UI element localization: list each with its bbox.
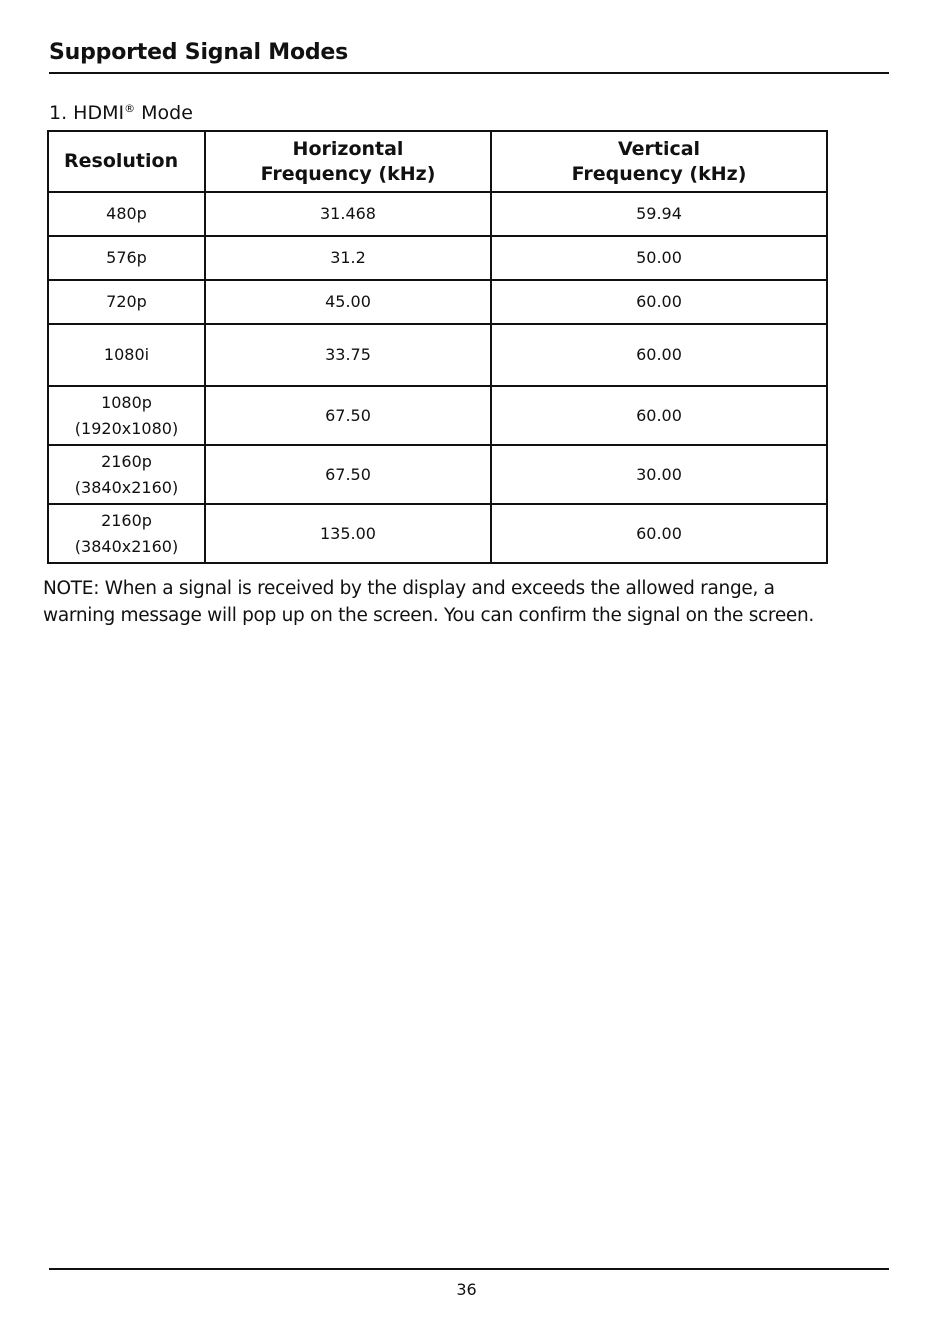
table-row <box>48 324 827 386</box>
cell-vertical-frequency: 50.00 <box>491 236 827 280</box>
cell-vertical-frequency: 60.00 <box>491 386 827 445</box>
table-row <box>48 236 827 280</box>
header-vertical-frequency <box>491 131 827 192</box>
table-row <box>48 280 827 324</box>
cell-horizontal-frequency: 67.50 <box>205 445 491 504</box>
cell-vertical-frequency: 59.94 <box>491 192 827 236</box>
cell-vertical-frequency: 60.00 <box>491 280 827 324</box>
cell-resolution <box>48 445 205 504</box>
table-header-row <box>48 131 827 192</box>
cell-vertical-frequency: 30.00 <box>491 445 827 504</box>
cell-horizontal-frequency: 135.00 <box>205 504 491 563</box>
header-resolution: Resolution <box>48 131 205 192</box>
cell-horizontal-frequency: 67.50 <box>205 386 491 445</box>
registered-mark: ® <box>124 102 136 115</box>
cell-resolution: 1080i <box>48 324 205 386</box>
cell-resolution: 480p <box>48 192 205 236</box>
cell-resolution <box>48 386 205 445</box>
cell-horizontal-frequency: 33.75 <box>205 324 491 386</box>
header-horizontal-line2: Frequency (kHz) <box>260 162 436 185</box>
cell-resolution-name: 2160p <box>101 510 152 530</box>
signal-modes-table <box>47 130 828 564</box>
header-horizontal-line1: Horizontal <box>292 137 404 160</box>
section-title: Supported Signal Modes <box>49 40 349 65</box>
footer-divider <box>49 1268 889 1270</box>
header-vertical-line2: Frequency (kHz) <box>571 162 747 185</box>
header-vertical-line1: Vertical <box>617 137 701 160</box>
cell-resolution-name: 2160p <box>101 451 152 471</box>
subsection-suffix: Mode <box>135 102 193 124</box>
cell-resolution: 576p <box>48 236 205 280</box>
table-row <box>48 504 827 563</box>
cell-vertical-frequency: 60.00 <box>491 504 827 563</box>
title-divider <box>49 72 889 74</box>
subsection-prefix: 1. HDMI <box>49 102 125 124</box>
cell-resolution-detail: (3840x2160) <box>74 477 179 497</box>
cell-horizontal-frequency: 31.2 <box>205 236 491 280</box>
subsection-heading <box>49 96 193 126</box>
table-row <box>48 192 827 236</box>
page-number: 36 <box>456 1280 477 1299</box>
cell-resolution-detail: (3840x2160) <box>74 536 179 556</box>
cell-resolution-detail: (1920x1080) <box>74 418 179 438</box>
cell-resolution-name: 1080p <box>101 392 152 412</box>
cell-resolution: 720p <box>48 280 205 324</box>
note-text <box>43 575 903 629</box>
table-row <box>48 445 827 504</box>
cell-horizontal-frequency: 45.00 <box>205 280 491 324</box>
table-row <box>48 386 827 445</box>
note-line-1: NOTE: When a signal is received by the display and exceeds the allowed range, a <box>43 578 775 599</box>
note-line-2: warning message will pop up on the screen. You can confirm the signal on the screen. <box>43 605 814 626</box>
cell-vertical-frequency: 60.00 <box>491 324 827 386</box>
header-horizontal-frequency <box>205 131 491 192</box>
cell-horizontal-frequency: 31.468 <box>205 192 491 236</box>
cell-resolution <box>48 504 205 563</box>
